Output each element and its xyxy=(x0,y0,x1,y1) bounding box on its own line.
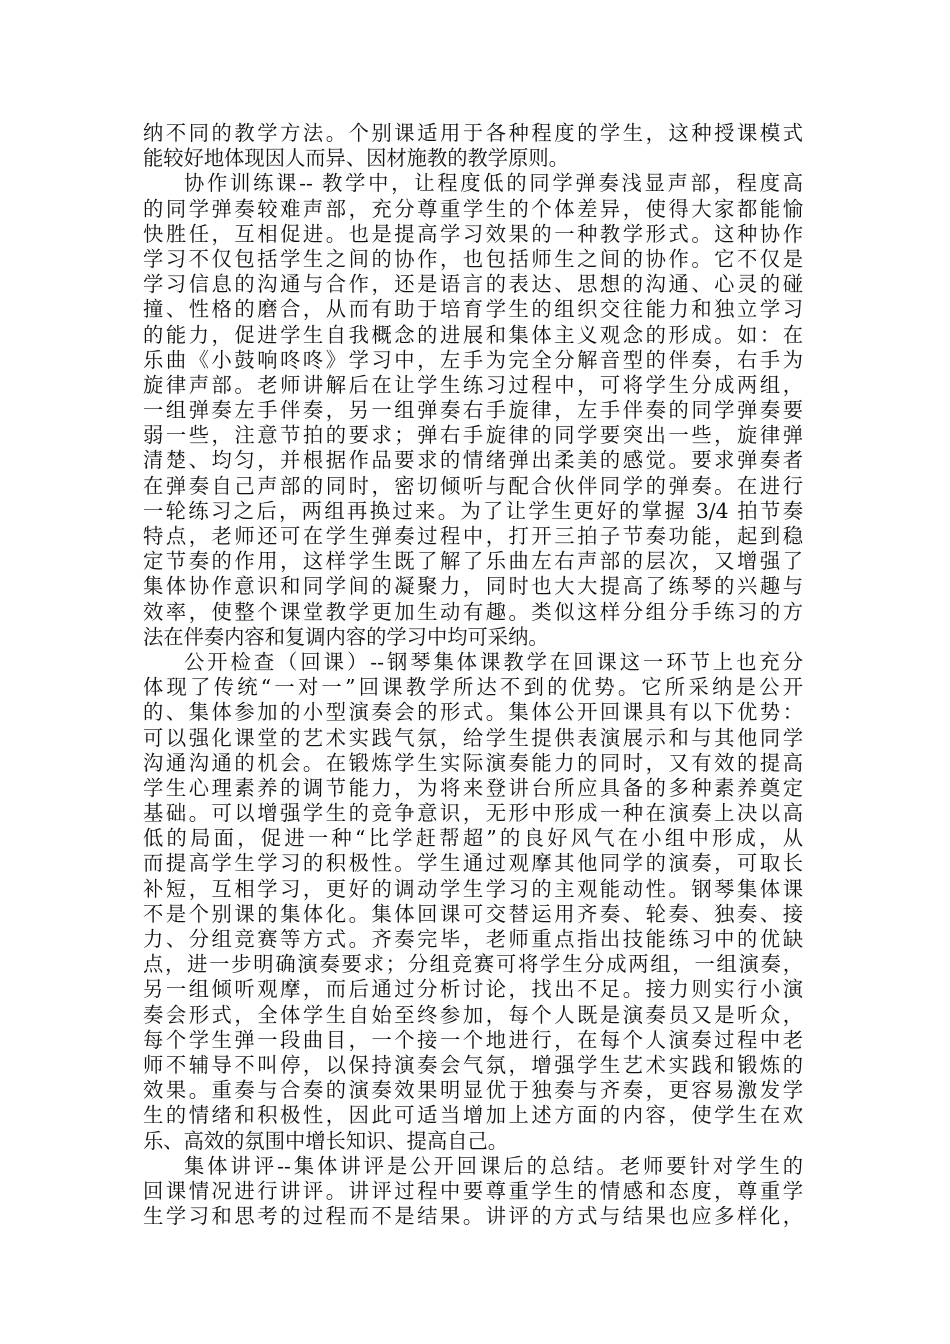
text-line: 乐曲《小鼓响咚咚》学习中，左手为完全分解音型的伴奏，右手为 xyxy=(143,347,803,372)
text-line: 另一组倾听观摩，而后通过分析讨论，找出不足。接力则实行小演 xyxy=(143,977,803,1002)
text-line: 每个学生弹一段曲目，一个接一个地进行，在每个人演奏过程中老 xyxy=(143,1027,803,1052)
text-line: 生的情绪和积极性，因此可适当增加上述方面的内容，使学生在欢 xyxy=(143,1103,803,1128)
text-line: 的同学弹奏较难声部，充分尊重学生的个体差异，使得大家都能愉 xyxy=(143,196,803,221)
document-page xyxy=(143,121,803,1229)
text-line: 回课情况进行讲评。讲评过程中要尊重学生的情感和态度，尊重学 xyxy=(143,1178,803,1203)
text-line: 能较好地体现因人而异、因材施教的教学原则。 xyxy=(143,146,569,171)
text-line: 不是个别课的集体化。集体回课可交替运用齐奏、轮奏、独奏、接 xyxy=(143,901,803,926)
text-line: 而提高学生学习的积极性。学生通过观摩其他同学的演奏，可取长 xyxy=(143,851,803,876)
text-line: 低的局面，促进一种“比学赶帮超”的良好风气在小组中形成，从 xyxy=(143,826,803,851)
text-line: 沟通沟通的机会。在锻炼学生实际演奏能力的同时，又有效的提高 xyxy=(143,750,803,775)
text-line: 补短，互相学习，更好的调动学生学习的主观能动性。钢琴集体课 xyxy=(143,876,803,901)
text-line: 集体协作意识和同学间的凝聚力，同时也大大提高了练琴的兴趣与 xyxy=(143,574,803,599)
text-line: 清楚、均匀，并根据作品要求的情绪弹出柔美的感觉。要求弹奏者 xyxy=(143,448,803,473)
text-line: 旋律声部。老师讲解后在让学生练习过程中，可将学生分成两组， xyxy=(143,372,803,397)
text-line: 学习信息的沟通与合作，还是语言的表达、思想的沟通、心灵的碰 xyxy=(143,272,803,297)
text-line: 在弹奏自己声部的同时，密切倾听与配合伙伴同学的弹奏。在进行 xyxy=(143,473,803,498)
text-line: 定节奏的作用，这样学生既了解了乐曲左右声部的层次，又增强了 xyxy=(143,549,803,574)
text-line: 公开检查（回课）--钢琴集体课教学在回课这一环节上也充分 xyxy=(184,649,803,674)
text-line: 力、分组竞赛等方式。齐奏完毕，老师重点指出技能练习中的优缺 xyxy=(143,927,803,951)
text-line: 奏会形式，全体学生自始至终参加，每个人既是演奏员又是听众， xyxy=(143,1002,803,1027)
text-line: 生学习和思考的过程而不是结果。讲评的方式与结果也应多样化， xyxy=(143,1204,803,1229)
text-line: 纳不同的教学方法。个别课适用于各种程度的学生，这种授课模式 xyxy=(143,121,803,145)
text-line: 效果。重奏与合奏的演奏效果明显优于独奏与齐奏，更容易激发学 xyxy=(143,1078,803,1103)
text-line: 效率，使整个课堂教学更加生动有趣。类似这样分组分手练习的方 xyxy=(143,599,803,624)
text-line: 基础。可以增强学生的竞争意识，无形中形成一种在演奏上决以高 xyxy=(143,801,803,826)
text-line: 点，进一步明确演奏要求；分组竞赛可将学生分成两组，一组演奏， xyxy=(143,952,803,977)
text-line: 一轮练习之后，两组再换过来。为了让学生更好的掌握 3/4 拍节奏 xyxy=(143,498,803,523)
text-line: 法在伴奏内容和复调内容的学习中均可采纳。 xyxy=(143,624,549,649)
text-line: 一组弹奏左手伴奏，另一组弹奏右手旋律，左手伴奏的同学弹奏要 xyxy=(143,398,803,423)
text-line: 撞、性格的磨合，从而有助于培育学生的组织交往能力和独立学习 xyxy=(143,297,803,322)
text-line: 的能力，促进学生自我概念的进展和集体主义观念的形成。如：在 xyxy=(143,322,803,347)
text-line: 师不辅导不叫停，以保持演奏会气氛，增强学生艺术实践和锻炼的 xyxy=(143,1052,803,1077)
text-line: 特点，老师还可在学生弹奏过程中，打开三拍子节奏功能，起到稳 xyxy=(143,524,803,548)
text-line: 协作训练课-- 教学中，让程度低的同学弹奏浅显声部，程度高 xyxy=(184,171,803,196)
text-line: 集体讲评--集体讲评是公开回课后的总结。老师要针对学生的 xyxy=(184,1153,803,1178)
text-line: 弱一些，注意节拍的要求；弹右手旋律的同学要突出一些，旋律弹 xyxy=(143,423,803,448)
text-line: 乐、高效的氛围中增长知识、提高自己。 xyxy=(143,1128,509,1153)
text-line: 体现了传统“一对一”回课教学所达不到的优势。它所采纳是公开 xyxy=(143,675,803,700)
text-line: 学习不仅包括学生之间的协作，也包括师生之间的协作。它不仅是 xyxy=(143,246,803,271)
text-line: 快胜任，互相促进。也是提高学习效果的一种教学形式。这种协作 xyxy=(143,221,803,246)
text-line: 学生心理素养的调节能力，为将来登讲台所应具备的多种素养奠定 xyxy=(143,775,803,800)
text-line: 可以强化课堂的艺术实践气氛，给学生提供表演展示和与其他同学 xyxy=(143,725,803,750)
text-line: 的、集体参加的小型演奏会的形式。集体公开回课具有以下优势： xyxy=(143,700,803,725)
